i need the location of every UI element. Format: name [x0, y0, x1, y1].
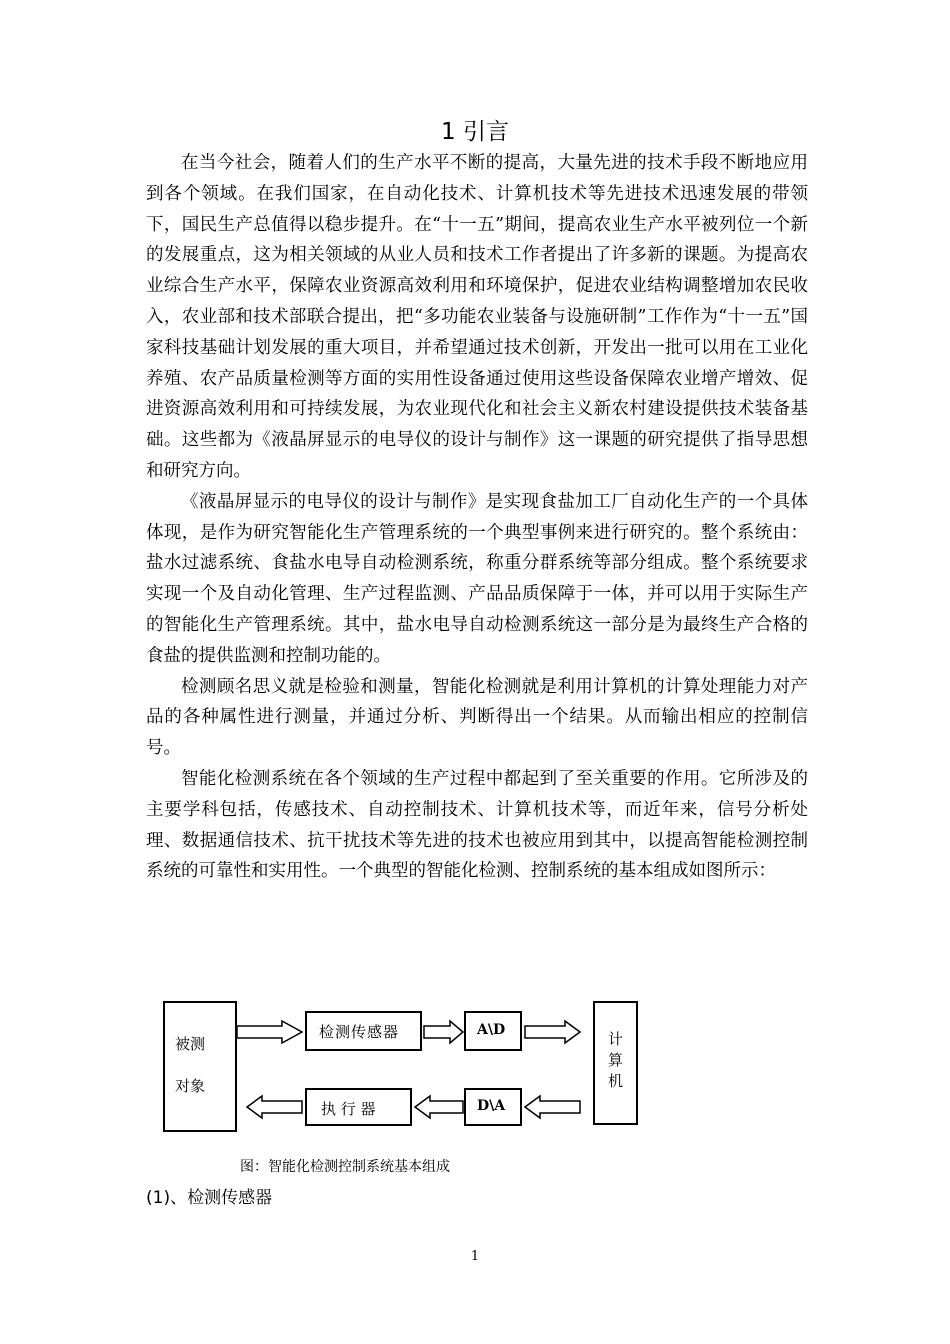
computer-box	[593, 1001, 638, 1125]
page-number: 1	[470, 1249, 480, 1264]
measured-object-label: 对象	[175, 1077, 206, 1095]
da-label: D\A	[477, 1098, 506, 1114]
paragraph: 在当今社会，随着人们的生产水平不断的提高，大量先进的技术手段不断地应用到各个领域。在我们国家，在自动化技术、计算机技术等先进技术迅速发展的带领下，国民生产总值得以稳步提升。在“十一五”期间，提高农业生产水平被列位一个新的发展重点，这为相关领域的从业人员和技术工作者提出了许多新的课题。为提高农业综合生产水平，保障农业资源高效利用和环境保护，促进农业结构调整增加农民收入，农业部和技术部联合提出，把“多功能农业装备与设施研制”工作作为“十一五”国家科技基础计划发展的重大项目，并希望通过技术创新，开发出一批可以用在工业化养殖、农产品质量检测等方面的实用性设备通过使用这些设备保障农业增产增效、促进资源高效利用和可持续发展，为农业现代化和社会主义新农村建设提供技术装备基础。这些都为《液晶屏显示的电导仪的设计与制作》这一课题的研究提供了指导思想和研究方向。	[146, 153, 808, 481]
executor-label: 执 行 器	[321, 1100, 376, 1118]
da-converter-box	[464, 1088, 522, 1126]
arrow-right-icon	[525, 1021, 580, 1043]
executor-box	[305, 1088, 412, 1126]
arrow-left-icon	[247, 1096, 302, 1118]
sensor-box	[305, 1011, 422, 1051]
measured-object-label: 被测	[175, 1035, 206, 1053]
arrow-right-icon	[424, 1021, 463, 1043]
measured-object-box	[163, 1001, 237, 1132]
arrow-right-icon	[237, 1021, 302, 1043]
arrow-left-icon	[415, 1096, 463, 1118]
paragraph: 智能化检测系统在各个领域的生产过程中都起到了至关重要的作用。它所涉及的主要学科包括，传感技术、自动控制技术、计算机技术等，而近年来，信号分析处理、数据通信技术、抗干扰技术等先进的技术也被应用到其中，以提高智能检测控制系统的可靠性和实用性。一个典型的智能化检测、控制系统的基本组成如图所示：	[146, 768, 808, 882]
arrow-left-icon	[525, 1096, 580, 1118]
ad-converter-box	[464, 1011, 522, 1051]
page-title: 1 引言	[441, 119, 509, 145]
body-text	[146, 148, 808, 887]
paragraph: 《液晶屏显示的电导仪的设计与制作》是实现食盐加工厂自动化生产的一个具体体现，是作为研究智能化生产管理系统的一个典型事例来进行研究的。整个系统由：盐水过滤系统、食盐水电导自动检测系统，称重分群系统等部分组成。整个系统要求实现一个及自动化管理、生产过程监测、产品品质保障于一体，并可以用于实际生产的智能化生产管理系统。其中，盐水电导自动检测系统这一部分是为最终生产合格的食盐的提供监测和控制功能的。	[146, 491, 808, 666]
paragraph: 检测顾名思义就是检验和测量，智能化检测就是利用计算机的计算处理能力对产品的各种属性进行测量，并通过分析、判断得出一个结果。从而输出相应的控制信号。	[146, 676, 808, 759]
system-diagram	[160, 998, 645, 1138]
ad-label: A\D	[477, 1022, 506, 1038]
section-subheading: (1)、检测传感器	[146, 1188, 273, 1208]
computer-label: 计 算 机	[608, 1030, 624, 1090]
figure-caption: 图：智能化检测控制系统基本组成	[240, 1159, 450, 1175]
sensor-label: 检测传感器	[319, 1023, 400, 1041]
